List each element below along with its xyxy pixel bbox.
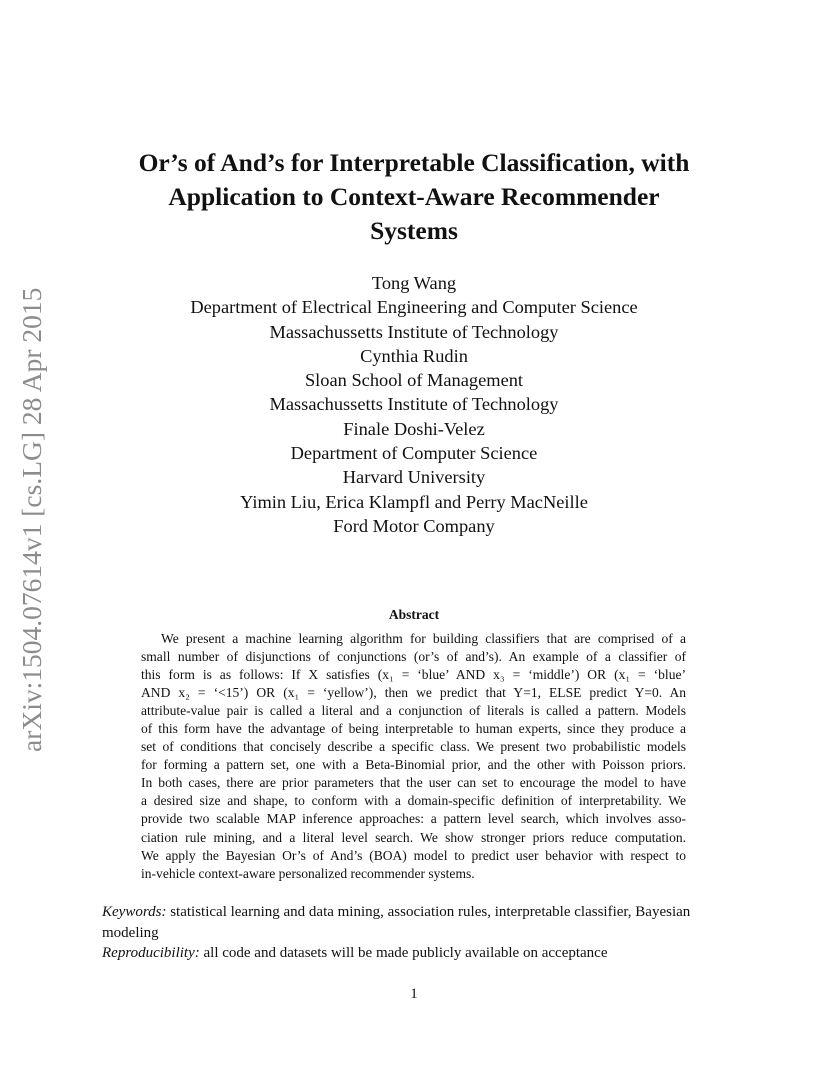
page-number: 1: [410, 986, 418, 1002]
title-line: Systems: [370, 216, 458, 245]
author-name: Cynthia Rudin: [360, 345, 468, 366]
abstract-line: We present a machine learning algorithm for building classifiers that are comprised of a: [161, 631, 686, 646]
abstract-line: this form is as follows: If X satisfies (x₁ = ‘blue’ AND x₃ = ‘middle’) OR (x₁ = ‘blue’: [141, 667, 686, 683]
abstract-line: for forming a pattern set, one with a Beta-Binomial prior, and the other with Poisson priors.: [141, 757, 686, 773]
abstract-line: In both cases, there are prior parameters that the user can set to encourage the model to have: [141, 775, 686, 791]
author-affiliation: Ford Motor Company: [333, 515, 495, 536]
abstract-body: [141, 630, 686, 883]
reproducibility-row: [102, 943, 728, 964]
author-affiliation: Sloan School of Management: [304, 370, 524, 391]
keywords-text: statistical learning and data mining, association rules, interpretable classifier, Bayesian: [170, 904, 691, 920]
abstract-heading: Abstract: [388, 607, 440, 622]
abstract-line: a desired size and shape, to conform with a domain-specific definition of interpretability. We: [141, 793, 686, 809]
paper-metadata: [102, 902, 728, 964]
arxiv-identifier-stamp: arXiv:1504.07614v1 [cs.LG] 28 Apr 2015: [16, 287, 47, 752]
author-affiliation: Department of Computer Science: [290, 443, 538, 464]
abstract-line: in-vehicle context-aware personalized recommender systems.: [141, 865, 475, 881]
author-affiliation: Massachussetts Institute of Technology: [269, 394, 559, 415]
title-line: Or’s of And’s for Interpretable Classification, with: [138, 148, 690, 177]
abstract-line: provide two scalable MAP inference approaches: a pattern level search, which involves asso-: [141, 811, 686, 827]
reproducibility-text: all code and datasets will be made publicly available on acceptance: [203, 945, 608, 961]
abstract-line: We apply the Bayesian Or’s of And’s (BOA) model to predict user behavior with respect to: [141, 847, 686, 863]
author-name: Finale Doshi-Velez: [343, 418, 485, 439]
reproducibility-label: Reproducibility:: [102, 945, 200, 961]
author-affiliation: Harvard University: [342, 467, 486, 488]
title-line: Application to Context-Aware Recommender: [168, 182, 660, 211]
keywords-label: Keywords:: [102, 904, 167, 920]
author-affiliation: Massachussetts Institute of Technology: [269, 321, 559, 342]
keywords-continuation: modeling: [102, 924, 159, 941]
abstract-line: AND x₂ = ‘<15’) OR (x₁ = ‘yellow’), then we predict that Y=1, ELSE predict Y=0. An: [141, 685, 686, 701]
author-name: Tong Wang: [371, 273, 457, 293]
abstract-line: set of conditions that concisely describe a specific class. We present two probabilistic models: [141, 739, 686, 755]
abstract-line: ciation rule mining, and a literal level search. We show stronger priors reduce computation.: [141, 829, 686, 845]
abstract-line: small number of disjunctions of conjunctions (or’s of and’s). An example of a classifier of: [141, 649, 686, 665]
author-block: [100, 271, 728, 538]
paper-title: [100, 146, 728, 248]
abstract-line: attribute-value pair is called a literal and a conjunction of literals is called a pattern. Models: [141, 703, 686, 719]
author-name: Yimin Liu, Erica Klampfl and Perry MacNeille: [240, 491, 588, 512]
author-affiliation: Department of Electrical Engineering and Computer Science: [190, 297, 638, 318]
abstract-line: of this form have the advantage of being interpretable to human experts, since they produce a: [141, 721, 686, 737]
keywords-row: [102, 902, 728, 923]
